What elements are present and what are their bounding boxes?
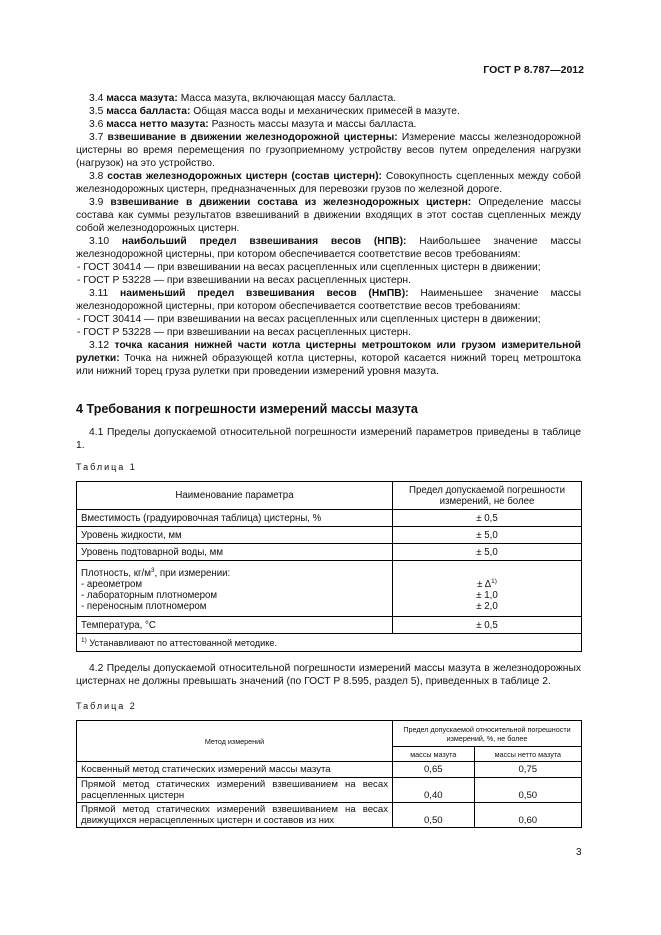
definition-3-6: 3.6 масса нетто мазута: Разность массы мазута и массы балласта. bbox=[89, 119, 417, 130]
table-1-footnote-row: $^{1)}$ Устанавливают по аттестованной методике. bbox=[77, 634, 582, 652]
table-row: Уровень жидкости, мм ± 5,0 bbox=[77, 527, 582, 544]
section-title: 4 Требования к погрешности измерений массы мазута bbox=[76, 402, 418, 416]
definition-3-5: 3.5 масса балласта: Общая масса воды и механических примесей в мазуте. bbox=[89, 106, 460, 117]
table-row-density: Плотность, $кг/м^3$, при измерении: - ареометром - лабораторным плотномером - переносным плотномером ± $\Delta^{1)}$ ± 1,0 ± 2,0 bbox=[77, 561, 582, 617]
table-2-header-mass: массы мазута bbox=[393, 747, 475, 762]
table-row: Уровень подтоварной воды, мм ± 5,0 bbox=[77, 544, 582, 561]
table-row: Прямой метод статических измерений взвешиванием на весах расцепленных цистерн 0,40 0,50 bbox=[77, 778, 582, 803]
definitions-block bbox=[76, 92, 581, 378]
definition-3-7: 3.7 взвешивание в движении железнодорожной цистерны: Измерение массы железнодорожной цистерны во время перемещения по грузоприемному устройству весов путем определения нагрузки (нагрузок) на это устройство. bbox=[76, 132, 581, 169]
definition-3-12: 3.12 точка касания нижней части котла цистерны метроштоком или грузом измерительной рулетки: Точка на нижней образующей котла цистерны, которой касается нижний торец метроштока или нижний торец груза рулетки при проведении измерений уровня мазута. bbox=[76, 340, 581, 377]
definition-3-11: 3.11 наименьший предел взвешивания весов (НмПВ): Наименьшее значение массы железнодорожной цистерны, при котором обеспечивается соответствие весов требованиям: bbox=[76, 288, 581, 312]
definition-3-10: 3.10 наибольший предел взвешивания весов (НПВ): Наибольшее значение массы железнодорожной цистерны, при котором обеспечивается соответствие весов требованиям: bbox=[76, 236, 581, 260]
table-2-header-net: массы нетто мазута bbox=[474, 747, 581, 762]
table-row: Прямой метод статических измерений взвешиванием на весах движущихся нерасцепленных цистерн и составов из них 0,50 0,60 bbox=[77, 803, 582, 828]
document-header: ГОСТ Р 8.787—2012 bbox=[483, 64, 584, 76]
table-1-caption: Таблица 1 bbox=[76, 462, 137, 472]
list-item: - ГОСТ Р 53228 — при взвешивании на весах расцепленных цистерн. bbox=[77, 275, 411, 286]
page-number: 3 bbox=[576, 847, 582, 858]
paragraph-4-1: 4.1 Пределы допускаемой относительной погрешности измерений параметров приведены в таблице 1. bbox=[76, 427, 581, 451]
table-2-header-method: Метод измерений bbox=[77, 721, 393, 762]
table-2 bbox=[76, 720, 582, 828]
table-row: Вместимость (градуировочная таблица) цистерны, % ± 0,5 bbox=[77, 510, 582, 527]
table-row: Температура, °С ± 0,5 bbox=[77, 617, 582, 634]
definition-3-9: 3.9 взвешивание в движении состава из железнодорожных цистерн: Определение массы состава как суммы результатов взвешиваний в движении входящих в этот состав сцепленных между собой железнодорожных цистерн. bbox=[76, 197, 581, 234]
table-2-header-limit: Предел допускаемой относительной погрешности измерений, %, не более bbox=[393, 721, 582, 747]
table-1 bbox=[76, 481, 582, 652]
table-row: Косвенный метод статических измерений массы мазута 0,65 0,75 bbox=[77, 762, 582, 778]
table-1-header-param: Наименование параметра bbox=[77, 482, 393, 510]
density-title: Плотность, $кг/м^3$, при измерении: bbox=[81, 567, 231, 580]
definition-3-4: 3.4 масса мазута: Масса мазута, включающая массу балласта. bbox=[89, 93, 397, 104]
paragraph-4-2: 4.2 Пределы допускаемой относительной погрешности измерений массы мазута в железнодорожных цистернах не должны превышать значений (по ГОСТ Р 8.595, раздел 5), приведенных в таблице 2. bbox=[76, 663, 581, 687]
table-2-caption: Таблица 2 bbox=[76, 701, 137, 711]
definition-3-8: 3.8 состав железнодорожных цистерн (состав цистерн): Совокупность сцепленных между собой железнодорожных цистерн, предназначенных для перевозки грузов по железной дороге. bbox=[76, 171, 581, 195]
list-item: - ГОСТ 30414 — при взвешивании на весах расцепленных или сцепленных цистерн в движении; bbox=[77, 314, 541, 325]
table-1-header-limit: Предел допускаемой погрешности измерений, не более bbox=[393, 482, 582, 510]
list-item: - ГОСТ Р 53228 — при взвешивании на весах расцепленных цистерн. bbox=[77, 327, 411, 338]
list-item: - ГОСТ 30414 — при взвешивании на весах расцепленных или сцепленных цистерн в движении; bbox=[77, 262, 541, 273]
